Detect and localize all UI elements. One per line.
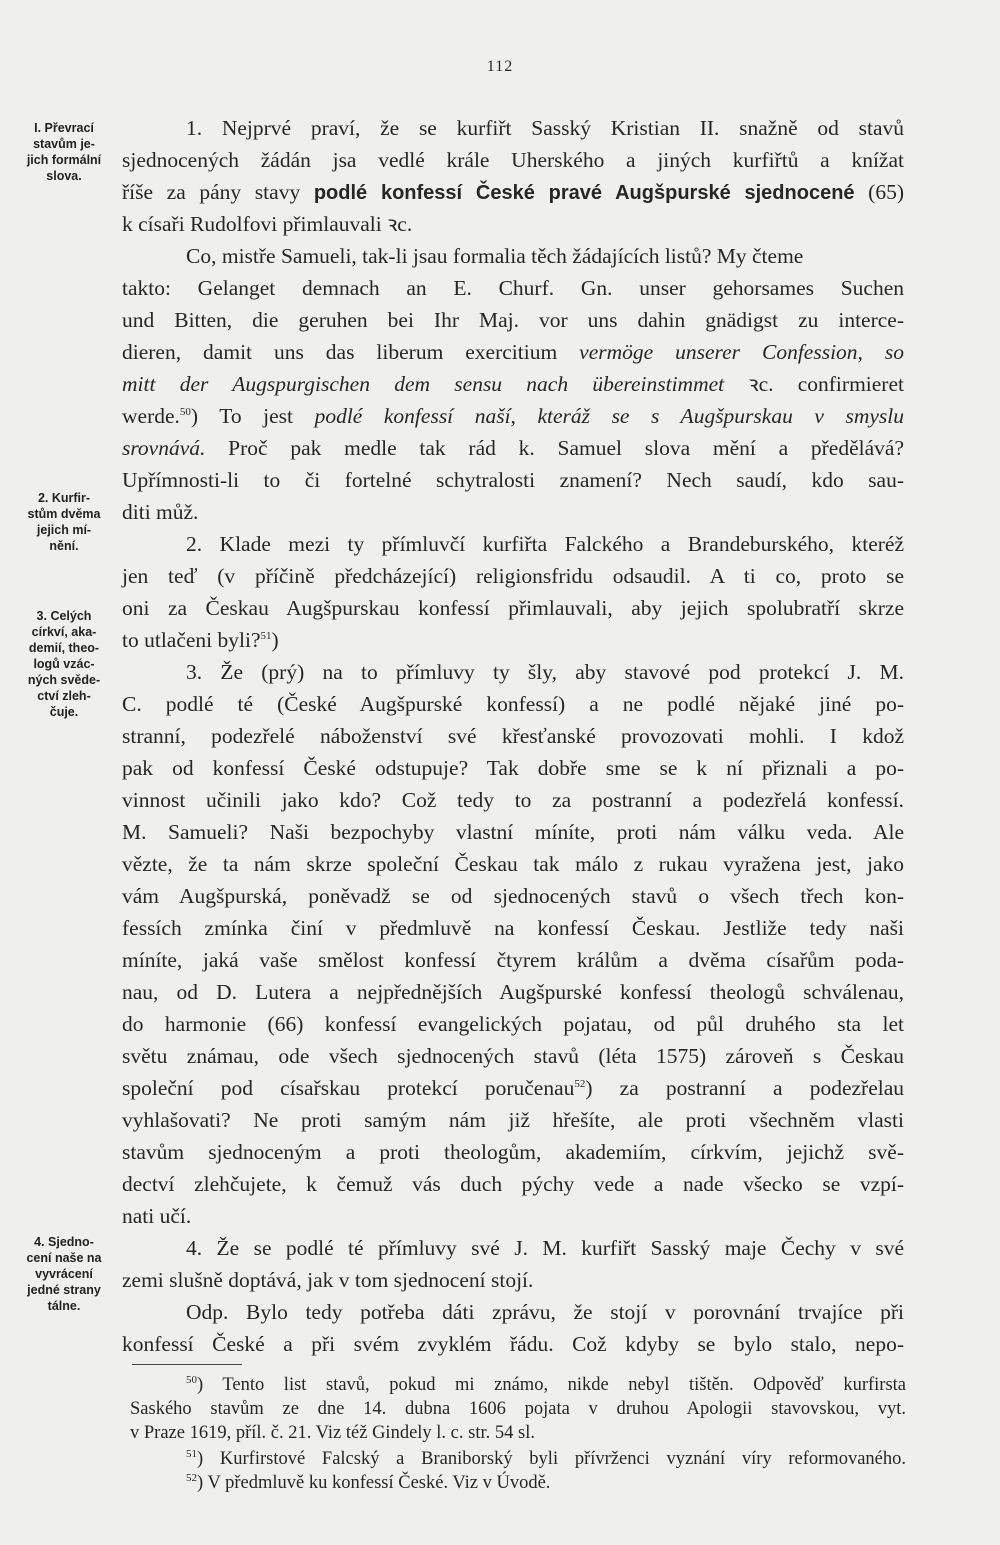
- text-line: [186, 240, 904, 272]
- text-line: [122, 592, 904, 624]
- margin-note-line: 3. Celých: [36, 609, 92, 623]
- margin-note-line: logů vzác-: [33, 657, 95, 671]
- text-line: [122, 1200, 904, 1232]
- text-segment: světu známau, ode všech sjednocených stavů (léta 1575) zároveň s Českau: [122, 1044, 904, 1068]
- margin-note-line: nění.: [49, 539, 79, 553]
- text-line: [122, 1104, 904, 1136]
- text-segment: und Bitten, die geruhen bei Ihr Maj. vor uns dahin gnädigst zu interce-: [122, 308, 904, 332]
- margin-note-line: čuje.: [49, 705, 79, 719]
- text-segment: jen teď (v příčině předcházející) religionsfridu odsaudil. A ti co, proto se: [122, 564, 904, 588]
- text-line: [122, 1168, 904, 1200]
- text-segment: konfessí České a při svém zvyklém řádu. Což kdyby se bylo stalo, nepo-: [122, 1332, 904, 1356]
- text-line: [122, 432, 904, 464]
- text-segment: diti můž.: [122, 500, 199, 524]
- italic-text: mitt der Augspurgischen dem sensu nach übereinstimmet: [122, 372, 725, 396]
- text-segment: ) Tento list stavů, pokud mi známo, nikde nebyl tištěn. Odpověď kurfirsta: [197, 1375, 906, 1395]
- margin-note-line: vyvrácení: [35, 1267, 93, 1281]
- text-segment: werde.: [122, 404, 180, 428]
- footnote-ref: 52: [574, 1077, 586, 1090]
- text-segment: 4. Že se podlé té přímluvy své J. M. kurfiřt Sasský maje Čechy v své: [186, 1236, 904, 1260]
- margin-note-line: tálne.: [47, 1299, 81, 1313]
- margin-note-line: slova.: [46, 169, 82, 183]
- margin-note-line: ctví zleh-: [37, 689, 91, 703]
- text-segment: fessích zmínka činí v předmluvě na konfessí Českau. Jestliže tedy naši: [122, 916, 904, 940]
- text-segment: v Praze 1619, příl. č. 21. Viz též Gindely l. c. str. 54 sl.: [130, 1423, 535, 1443]
- margin-note-line: stavům je-: [33, 137, 95, 151]
- text-line: [122, 1328, 904, 1360]
- text-segment: stavům sjednoceným a proti theologům, akademiím, církvím, jejichž svě-: [122, 1140, 904, 1164]
- page-number: 112: [486, 58, 514, 75]
- margin-note-line: církví, aka-: [31, 625, 97, 639]
- text-segment: M. Samueli? Naši bezpochyby vlastní míníte, proti nám válku veda. Ale: [122, 820, 904, 844]
- text-line: [122, 208, 904, 240]
- italic-text: vermöge unserer Confession, so: [579, 340, 905, 364]
- text-segment: zemi slušně doptává, jak v tom sjednocení stojí.: [122, 1268, 534, 1292]
- text-line: [122, 144, 904, 176]
- text-segment: stranní, podezřelé náboženství své křesťanské provozovati mohli. I kdož: [122, 724, 904, 748]
- margin-note-line: 2. Kurfir-: [37, 491, 91, 505]
- text-line: [122, 368, 904, 400]
- text-line: [122, 816, 904, 848]
- footnote-line: [130, 1398, 906, 1421]
- margin-note: [4, 490, 124, 554]
- text-segment: míníte, jaká vaše smělost konfessí čtyrem králům a dvěma císařům poda-: [122, 948, 904, 972]
- text-segment: Co, mistře Samueli, tak-li jsau formalia těch žádajících listů? My čteme: [186, 244, 804, 268]
- text-segment: Upřímnosti-li to či fortelné schytralosti znamení? Nech saudí, kdo sau-: [122, 468, 904, 492]
- text-line: [186, 1296, 904, 1328]
- text-segment: do harmonie (66) konfessí evangelických pojatau, od půl druhého sta let: [122, 1012, 904, 1036]
- text-segment: nati učí.: [122, 1204, 192, 1228]
- margin-note-line: ných svěde-: [27, 673, 101, 687]
- text-segment: vyhlašovati? Ne proti samým nám již hřešíte, ale proti všechněm vlasti: [122, 1108, 904, 1132]
- text-line: [122, 848, 904, 880]
- text-line: [122, 1264, 904, 1296]
- text-line: [122, 624, 904, 656]
- text-line: [122, 880, 904, 912]
- bold-text: podlé konfessí České pravé Augšpurské sjednocené: [313, 182, 855, 204]
- text-segment: Odp. Bylo tedy potřeba dáti zprávu, že stojí v porovnání trvajíce při: [186, 1300, 904, 1324]
- text-segment: to utlačeni byli?: [122, 628, 261, 652]
- footnote-ref: 51: [186, 1447, 197, 1460]
- text-segment: ) To jest: [190, 404, 315, 428]
- text-segment: sjednocených žádán jsa vedlé krále Uherského a jiných kurfiřtů a knížat: [122, 148, 904, 172]
- text-line: [122, 176, 904, 209]
- footnote-line: [186, 1448, 906, 1471]
- footnote-line: [186, 1472, 906, 1495]
- text-line: [122, 720, 904, 752]
- footnote-ref: 50: [186, 1373, 197, 1386]
- text-segment: k císaři Rudolfovi přimlauvali ꝛc.: [122, 212, 413, 236]
- text-line: [122, 976, 904, 1008]
- text-line: [122, 752, 904, 784]
- text-line: [122, 272, 904, 304]
- text-line: [186, 656, 904, 688]
- margin-note-line: 4. Sjedno-: [34, 1235, 94, 1249]
- text-segment: dectví zlehčujete, k čemuž vás duch pýchy vede a nade všecko se vzpí-: [122, 1172, 904, 1196]
- text-segment: vám Augšpurská, poněvadž se od sjednocených stavů o všech třech kon-: [122, 884, 904, 908]
- margin-note: [4, 120, 124, 184]
- text-segment: 1. Nejprvé praví, že se kurfiřt Sasský Kristian II. snažně od stavů: [186, 116, 904, 140]
- margin-note-line: jich formální: [26, 153, 102, 167]
- text-line: [122, 464, 904, 496]
- margin-note-line: jedné strany: [27, 1283, 101, 1297]
- italic-text: podlé konfessí naší, kteráž se s Augšpurskau v smyslu: [314, 404, 905, 428]
- text-segment: (65): [854, 180, 904, 204]
- margin-note-line: demií, theo-: [28, 641, 100, 655]
- text-segment: takto: Gelanget demnach an E. Churf. Gn. unser gehorsames Suchen: [122, 276, 904, 300]
- text-segment: 2. Klade mezi ty přímluvčí kurfiřta Falckého a Brandeburského, kteréž: [186, 532, 904, 556]
- text-line: [186, 528, 904, 560]
- text-segment: vězte, že ta nám skrze společní Českau tak málo z rukau vyražena jest, jako: [122, 852, 904, 876]
- text-segment: říše za pány stavy: [122, 180, 314, 204]
- text-segment: ): [271, 628, 279, 652]
- text-line: [122, 1136, 904, 1168]
- margin-note: [4, 608, 124, 720]
- text-segment: dieren, damit uns das liberum exercitium: [122, 340, 580, 364]
- text-segment: ) Kurfirstové Falcský a Braniborský byli přívrženci vyznání víry reformovaného.: [197, 1449, 906, 1469]
- margin-note-line: I. Převrací: [34, 121, 94, 135]
- text-segment: ) V předmluvě ku konfessí České. Viz v Úvodě.: [197, 1473, 551, 1493]
- text-line: [122, 304, 904, 336]
- margin-note-line: jejich mí-: [36, 523, 92, 537]
- text-segment: pak od konfessí České odstupuje? Tak dobře sme se k ní přiznali a po-: [122, 756, 904, 780]
- text-segment: 3. Že (prý) na to přímluvy ty šly, aby stavové pod protekcí J. M.: [186, 660, 904, 684]
- footnote-line: [186, 1374, 906, 1397]
- text-segment: C. podlé té (České Augšpurské konfessí) a ne podlé nějaké jiné po-: [122, 692, 904, 716]
- text-line: [186, 112, 904, 144]
- text-line: [122, 1008, 904, 1040]
- text-line: [122, 784, 904, 816]
- text-segment: nau, od D. Lutera a nejpřednějších Augšpurské konfessí theologů schválenau,: [122, 980, 904, 1004]
- text-segment: společní pod císařskau protekcí poručenau: [122, 1076, 575, 1100]
- text-line: [122, 1040, 904, 1072]
- footnote-ref: 51: [260, 629, 272, 642]
- margin-note: [4, 1234, 124, 1314]
- text-line: [122, 496, 904, 528]
- text-line: [122, 912, 904, 944]
- text-segment: oni za Českau Augšpurskau konfessí přimlauvali, aby jejich spolubratří skrze: [122, 596, 904, 620]
- text-line: [186, 1232, 904, 1264]
- text-line: [122, 1072, 904, 1104]
- footnote-ref: 52: [186, 1471, 197, 1484]
- text-segment: ꝛc. confirmieret: [724, 372, 904, 396]
- text-segment: Saského stavům ze dne 14. dubna 1606 pojata v druhou Apologii stavovskou, vyt.: [130, 1399, 906, 1419]
- text-segment: vinnost učinili jako kdo? Což tedy to za postranní a podezřelá konfessí.: [122, 788, 904, 812]
- footnote-ref: 50: [179, 405, 191, 418]
- text-line: [122, 944, 904, 976]
- footnote-line: [130, 1422, 906, 1445]
- text-line: [122, 336, 904, 368]
- text-line: [122, 688, 904, 720]
- italic-text: srovnává.: [122, 436, 206, 460]
- text-line: [122, 400, 904, 432]
- margin-note-line: stům dvěma: [27, 507, 101, 521]
- text-segment: Proč pak medle tak rád k. Samuel slova mění a předělává?: [205, 436, 904, 460]
- text-segment: ) za postranní a podezřelau: [585, 1076, 905, 1100]
- margin-note-line: cení naše na: [26, 1251, 102, 1265]
- footnote-rule: [132, 1364, 242, 1365]
- text-line: [122, 560, 904, 592]
